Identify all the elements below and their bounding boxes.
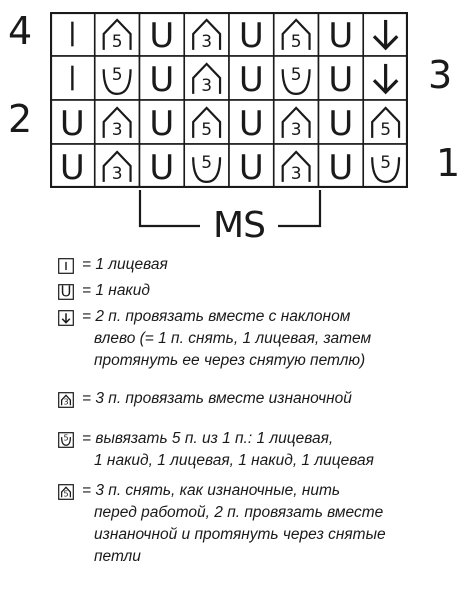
chart-cell-inc5 xyxy=(184,144,229,188)
chart-cell-p3tog xyxy=(95,100,140,144)
svg-text:U: U xyxy=(59,148,85,188)
svg-text:U: U xyxy=(238,148,264,188)
chart-cell-yo xyxy=(50,100,95,144)
svg-text:U: U xyxy=(328,104,354,145)
svg-text:U: U xyxy=(328,60,354,101)
svg-text:U: U xyxy=(238,16,264,57)
legend-text-line: перед работой, 2 п. провязать вместе xyxy=(94,504,384,521)
svg-text:5: 5 xyxy=(380,120,392,141)
legend-text-line: петли xyxy=(94,548,141,565)
svg-text:5: 5 xyxy=(111,65,123,86)
svg-text:U: U xyxy=(149,60,175,101)
svg-text:5: 5 xyxy=(290,65,302,86)
chart-cell-p3tog_alt xyxy=(184,100,229,144)
chart-cell-yo xyxy=(319,56,364,100)
svg-text:U: U xyxy=(328,16,354,57)
chart-cell-yo xyxy=(319,12,364,56)
chart-cell-p3tog_alt xyxy=(274,12,319,56)
legend-text-line: = 3 п. провязать вместе изнаночной xyxy=(82,390,352,407)
svg-text:U: U xyxy=(238,104,264,145)
chart-cell-yo xyxy=(229,100,274,144)
svg-text:U: U xyxy=(328,148,354,188)
svg-text:U: U xyxy=(149,104,175,145)
decrease-left-arrow-icon xyxy=(58,310,74,326)
chart-cell-p3tog xyxy=(184,56,229,100)
svg-text:5: 5 xyxy=(201,153,213,174)
yarn-over-icon xyxy=(58,284,74,300)
chart-cell-knit xyxy=(50,56,95,100)
ms-label: MS xyxy=(213,205,265,246)
chart-cell-k2tog_left xyxy=(363,12,408,56)
legend-text-line: = 2 п. провязать вместе с наклоном xyxy=(82,308,351,325)
bracket-left xyxy=(140,190,200,226)
svg-text:U: U xyxy=(238,60,264,101)
svg-text:U: U xyxy=(59,104,85,145)
svg-text:3: 3 xyxy=(201,32,213,53)
svg-text:3: 3 xyxy=(290,120,302,141)
slip-3-purl-2-together-icon xyxy=(58,484,74,500)
bracket-right xyxy=(278,190,320,226)
row-number-4: 4 xyxy=(8,9,33,53)
chart-cell-yo xyxy=(229,12,274,56)
chart-cell-p3tog xyxy=(274,100,319,144)
chart-cell-yo xyxy=(140,100,185,144)
svg-text:U: U xyxy=(149,148,175,188)
increase-5-icon xyxy=(58,432,74,448)
chart-cell-yo xyxy=(140,12,185,56)
row-number-3: 3 xyxy=(428,53,453,97)
svg-text:U: U xyxy=(149,16,175,57)
chart-cell-yo xyxy=(140,56,185,100)
chart-cell-p3tog_alt xyxy=(95,12,140,56)
legend-text-line: = 3 п. снять, как изнаночные, нить xyxy=(82,482,341,499)
purl-3-together-icon xyxy=(58,392,74,408)
legend-text-line: = вывязать 5 п. из 1 п.: 1 лицевая, xyxy=(82,430,334,447)
chart-cell-p3tog_alt xyxy=(363,100,408,144)
svg-text:5: 5 xyxy=(201,120,213,141)
chart-cell-yo xyxy=(319,144,364,188)
chart-cell-knit xyxy=(50,12,95,56)
svg-text:3: 3 xyxy=(201,76,213,97)
chart-cell-inc5 xyxy=(274,56,319,100)
legend-text-line: изнаночной и протянуть через снятые xyxy=(94,526,386,543)
chart-cell-inc5 xyxy=(95,56,140,100)
svg-text:3: 3 xyxy=(111,164,123,185)
chart-cell-yo xyxy=(229,56,274,100)
legend-text-line: влево (= 1 п. снять, 1 лицевая, затем xyxy=(94,330,372,347)
chart-cell-yo xyxy=(140,144,185,188)
chart-cell-p3tog xyxy=(274,144,319,188)
svg-text:U: U xyxy=(60,284,72,300)
legend-text-line: 1 накид, 1 лицевая, 1 накид, 1 лицевая xyxy=(94,452,374,469)
knitting-chart-grid xyxy=(50,12,408,188)
chart-cell-k2tog_left xyxy=(363,56,408,100)
svg-text:5: 5 xyxy=(63,433,69,443)
legend-text-line: = 1 накид xyxy=(82,282,150,299)
chart-cell-yo xyxy=(50,144,95,188)
svg-text:3: 3 xyxy=(111,120,123,141)
svg-text:3: 3 xyxy=(63,397,69,407)
knit-stitch-icon xyxy=(58,258,74,274)
row-number-2: 2 xyxy=(8,97,33,141)
svg-text:5: 5 xyxy=(380,153,392,174)
chart-cell-p3tog xyxy=(184,12,229,56)
chart-cell-yo xyxy=(319,100,364,144)
svg-text:5: 5 xyxy=(63,489,69,499)
svg-text:3: 3 xyxy=(290,164,302,185)
svg-text:5: 5 xyxy=(111,32,123,53)
chart-cell-p3tog xyxy=(95,144,140,188)
row-number-1: 1 xyxy=(436,141,461,185)
legend-text-line: = 1 лицевая xyxy=(82,256,168,273)
chart-cell-inc5 xyxy=(363,144,408,188)
chart-cell-yo xyxy=(229,144,274,188)
svg-text:5: 5 xyxy=(290,32,302,53)
legend-text-line: протянуть ее через снятую петлю) xyxy=(94,352,366,369)
